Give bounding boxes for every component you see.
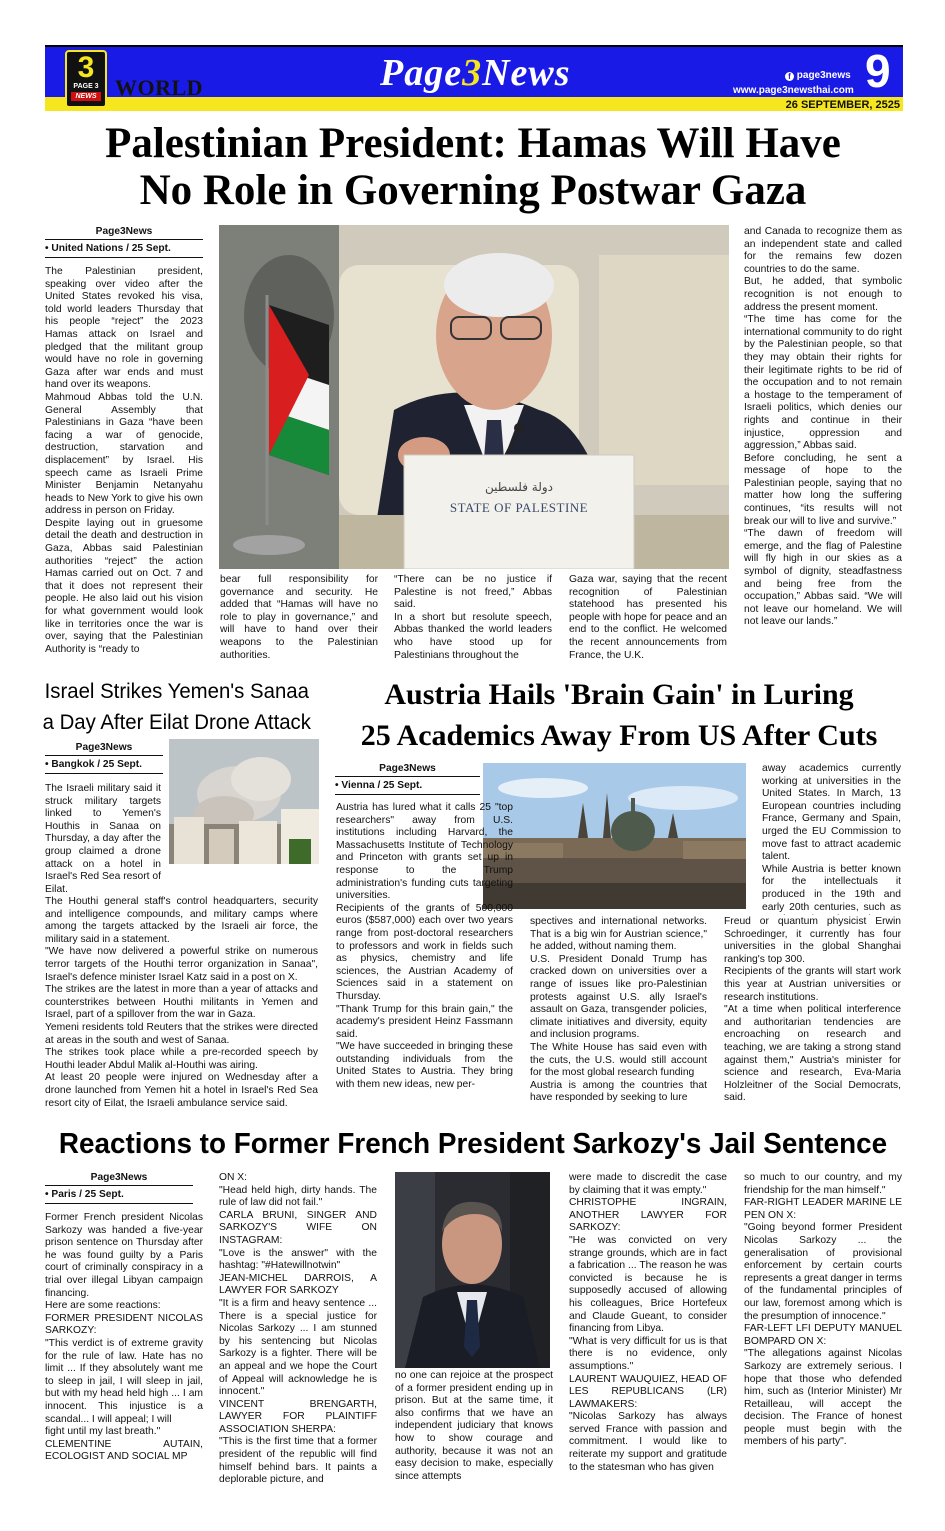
social-handle	[785, 70, 851, 81]
story4-col5: so much to our country, and my friendship for the man himself." FAR-RIGHT LEADER MARINE LE PEN ON X: "Going beyond former President Nicolas Sarkozy ... the generalisation of provisional enforcement by certain courts represents a great danger in terms of the fundamental principles of our law, foremost among which is the presumption of innocence." FAR-LEFT LFI DEPUTY MANUEL BOMPARD ON X: "The allegations against Nicolas Sarkozy are extremely serious. I hope that those who defended him, such as (Interior Minister) Mr Retailleau, will accept the decision. The France of honest people must begin with the members of his party".	[744, 1172, 902, 1448]
story4-col2: ON X: "Head held high, dirty hands. The rule of law did not fail." CARLA BRUNI, SINGER AND SARKOZY'S WIFE ON INSTAGRAM: "Love is the answer" with the hashtag: "#Hatewillnotwin" JEAN-MICHEL DARROIS, A LAWYER FOR SARKOZY "It is a firm and heavy sentence ... There is a special justice for Nicolas Sarkozy ... I am stunned by his sentencing but Nicolas Sarkozy is a fighter. There will be an appeal and we hope the Court of Appeal will acknowledge he is innocent." VINCENT BRENGARTH, LAWYER FOR PLAINTIFF ASSOCIATION SHERPA: "This is the first time that a former president of the republic will find himself behind bars. It paints a deplorable picture, and	[219, 1172, 377, 1486]
story3-photo	[483, 763, 746, 909]
story1-dateline: • United Nations / 25 Sept.	[45, 240, 203, 258]
story3-col1: Austria has lured what it calls 25 "top researchers" away from U.S. institutions including Harvard, the Massachusetts Institute of Technology and Princeton with grants set up in response to the Trump administration's funding cuts targeting universities. Recipients of the grants of 500,000 euros ($587,000) each over two years range from post-doctoral researchers to professors and work in fields such as physics, chemistry and life sciences, the Austrian Academy of Sciences said in a statement on Thursday. "Thank Trump for this brain gain," the academy's president Heinz Fassmann said. "We have succeeded in bringing these outstanding individuals from the United States to Austria. They bring with them new ideas, new per-	[336, 802, 513, 1091]
story3-source: Page3News	[335, 763, 480, 777]
story2-byline	[45, 742, 163, 774]
logo-line2: NEWS	[71, 92, 101, 101]
story4-headline: Reactions to Former French President Sarkozy's Jail Sentence	[58, 1128, 888, 1160]
story2-headline	[40, 676, 314, 738]
story4-col3: no one can rejoice at the prospect of a former president ending up in prison. But at the same time, it also confirms that we have an independent judiciary that knows how to show courage and authority, because it was not an easy decision to make, especially since attempts	[395, 1370, 553, 1482]
story4-photo	[395, 1172, 550, 1368]
story4-col4: were made to discredit the case by claiming that it was empty." CHRISTOPHE INGRAIN, ANOTHER LAWYER FOR SARKOZY: "He was convicted on very strange grounds, which are in fact a fabrication ... The reason he was convicted is because he is supposedly accused of allowing his colleagues, Brice Hortefeux and Claude Gueant, to consider financing from Libya. "What is very difficult for us is that there is no evidence, only assumptions." LAURENT WAUQUIEZ, HEAD OF LES REPUBLICANS (LR) LAWMAKERS: "Nicolas Sarkozy has always served France with passion and commitment. I would like to reiterate my support and gratitude to the statesman who has given	[569, 1172, 727, 1473]
facebook-icon: f	[785, 72, 794, 81]
masthead	[45, 45, 903, 113]
story1-photo	[219, 225, 729, 569]
story3-col3-bottom: Freud or quantum physicist Erwin Schroedinger, it currently has four universities in the global Shanghai ranking's top 300. Recipients of the grants will start work this year at Austrian universities or research institutions. "At a time when political interference and authoritarian tendencies are encroaching on research and teaching, we are taking a strong stand against them," Austria's minister for science and research, Eva-Maria Holzleitner of the Social Democrats, said.	[724, 916, 901, 1104]
story1-headline	[40, 120, 906, 214]
story1-col5: and Canada to recognize them as an independent state and called for the remains few dozen countries to do the same. But, he added, that symbolic recognition is not enough to address the present moment. “The time has come for the international community to do right by the Palestinian people, so that they may obtain their rights for their legitimate rights to be rid of the occupation and to not remain a hostage to the temperament of Israeli politics, which denies our rights and continue in their injustice, oppression and aggression,” Abbas said. Before concluding, he sent a message of hope to the Palestinian people, saying that no matter how long the suffering continues, “its results will not break our will to live and survive.” “The dawn of freedom will emerge, and the flag of Palestine will fly high in our skies as a symbol of dignity, steadfastness and being free from the occupation,” Abbas said. “We will not leave our homeland. We will not leave our lands.”	[744, 226, 902, 628]
story3-headline	[332, 674, 906, 756]
story1-source: Page3News	[45, 226, 203, 240]
sanaa-strike-illustration	[169, 739, 319, 864]
story3-col3-top: away academics currently working at universities in the United States. In March, 13 European countries including France, Germany and Spain, urged the EU Commission to move fast to attract academic talent. While Austria is better known for the intellectuals it produced in the 19th and early 20th centuries, such as	[762, 763, 901, 913]
sarkozy-photo-illustration	[395, 1172, 550, 1368]
photo-sign-arabic: دولة فلسطين	[484, 480, 554, 494]
story3-col2: spectives and international networks. That is a big win for Austrian science," he added, without naming them. U.S. President Donald Trump has cracked down on universities over a range of issues like pro-Palestinian protests against U.S. ally Israel's assault on Gaza, transgender policies, climate initiatives and diversity, equity and inclusion programs. The White House has said even with the cuts, the U.S. would still account for the most global research funding Austria is among the countries that have responded by seeking to lure	[530, 916, 707, 1104]
photo-sign-english: STATE OF PALESTINE	[449, 500, 589, 515]
story1-col2: bear full responsibility for governance and security. He added that “Hamas will have no role to play in governance,” and will have to hand over their weapons to the Palestinian authorities.	[220, 574, 378, 661]
brand-wordmark	[380, 49, 570, 97]
story1-headline-line1: Palestinian President: Hamas Will Have	[105, 120, 841, 167]
story2-source: Page3News	[45, 742, 163, 756]
logo-number: 3	[77, 51, 95, 84]
story2-photo	[169, 739, 319, 864]
story3-headline-line2: 25 Academics Away From US After Cuts	[360, 719, 878, 752]
story2-col-wide: The Houthi general staff's control headquarters, security and intelligence compounds, and military camps where among the targets attacked by the Israeli air force, the military said in a statement. "We have now delivered a powerful strike on numerous terror targets of the Houthi terror organization in Sanaa", Israel's defence minister Israel Katz said in a post on X. The strikes are the latest in more than a year of attacks and counterstrikes between Houthi militants in Yemen and Israel, part of a spillover from the war in Gaza. Yemeni residents told Reuters that the strikes were directed at areas in the south and west of Sanaa. The strikes took place while a pre-recorded speech by Houthi leader Abdul Malik al-Houthi was airing. At least 20 people were injured on Wednesday after a drone launched from Yemen hit a hotel in Israel's Red Sea resort city of Eilat, the Israeli ambulance service said.	[45, 896, 318, 1109]
story1-byline	[45, 226, 203, 258]
story3-dateline: • Vienna / 25 Sept.	[335, 777, 480, 795]
story1-col1: The Palestinian president, speaking over video after the United States revoked his visa, told world leaders Thursday that his people “reject” the 2023 Hamas attack on Israel and pledged that the militant group would have no role in governing Gaza after war ends and must hand over its weapons. Mahmoud Abbas told the U.N. General Assembly that Palestinians in Gaza “have been facing a war of genocide, destruction, starvation and displacement” by Israel. His speech came as Israeli Prime Minister Benjamin Netanyahu heads to New York to give his own address in person on Friday. Despite laying out in gruesome detail the death and destruction in Gaza, Abbas said Palestinian authorities “reject” the action Hamas carried out on Oct. 7 and that it does not represent their people. He also laid out his vision for what government would look like in territories once the war is over, saying that the Palestinian Authority is “ready to	[45, 266, 203, 655]
story1-col4: Gaza war, saying that the recent recognition of Palestinian statehood has presented his people with hope for peace and an end to the conflict. He welcomed the recent announcements from France, the U.K.	[569, 574, 727, 661]
website-url: www.page3newsthai.com	[733, 85, 854, 96]
story3-headline-line1: Austria Hails 'Brain Gain' in Luring	[384, 678, 854, 711]
story2-dateline: • Bangkok / 25 Sept.	[45, 756, 163, 774]
story2-col-narrow: The Israeli military said it struck military targets linked to Yemen's Houthis in Sanaa on Thursday, a day after the group claimed a drone attack on a hotel in Israel's Red Sea resort of Eilat.	[45, 783, 161, 895]
issue-date: 26 SEPTEMBER, 2525	[785, 99, 900, 111]
brand-logo	[65, 50, 107, 108]
story4-source: Page3News	[45, 1172, 193, 1186]
abbas-photo-illustration	[219, 225, 729, 569]
story4-col1: Former French president Nicolas Sarkozy was handed a five-year prison sentence on Thursday after he was found guilty by a Paris court of criminally conspiracy in a trial over illegal Libyan campaign financing. Here are some reactions: FORMER PRESIDENT NICOLAS SARKOZY: "This verdict is of extreme gravity for the rule of law. Hate has no limit ... If they absolutely want me to sleep in jail, I will sleep in jail, but with my head held high ... I am innocent. This injustice is a scandal... I will appeal; I will fight until my last breath." CLEMENTINE AUTAIN, ECOLOGIST AND SOCIAL MP	[45, 1212, 203, 1463]
brand-left: Page	[380, 52, 463, 94]
story2-headline-line2: a Day After Eilat Drone Attack	[42, 711, 311, 734]
brand-right: News	[482, 52, 571, 94]
story1-headline-line2: No Role in Governing Postwar Gaza	[139, 167, 807, 214]
vienna-skyline-illustration	[483, 763, 746, 909]
logo-line1: PAGE 3	[73, 83, 99, 90]
social-text: page3news	[796, 70, 851, 81]
page-number: 9	[865, 45, 891, 97]
story1-col3: “There can be no justice if Palestine is not freed,” Abbas said. In a short but resolute speech, Abbas thanked the world leaders who have stood up for Palestinians throughout the	[394, 574, 552, 661]
story4-byline	[45, 1172, 193, 1204]
section-label: WORLD	[115, 75, 204, 100]
story3-byline	[335, 763, 480, 795]
story2-headline-line1: Israel Strikes Yemen's Sanaa	[44, 680, 309, 703]
brand-num: 3	[462, 52, 483, 94]
story4-dateline: • Paris / 25 Sept.	[45, 1186, 193, 1204]
